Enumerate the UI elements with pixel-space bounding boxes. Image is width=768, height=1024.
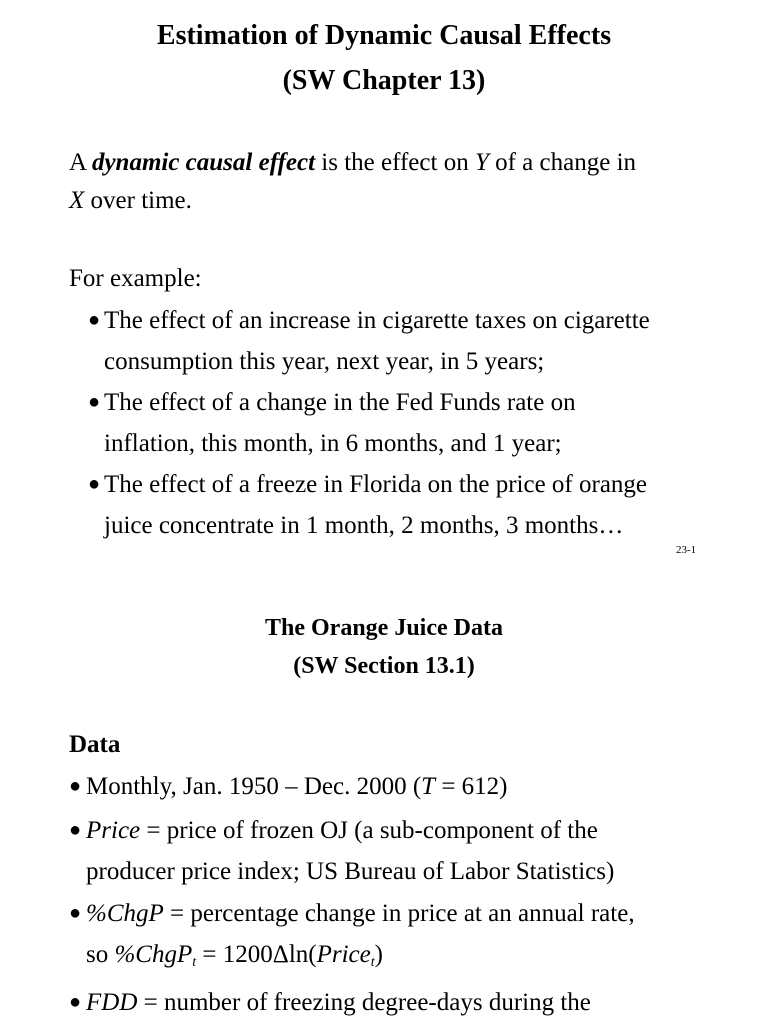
- list-item: ● The effect of a freeze in Florida on the price of orange juice concentrate in 1 month, 2 months, 3 months…: [88, 464, 647, 546]
- definition-paragraph: A dynamic causal effect is the effect on Y of a change in X over time.: [69, 149, 637, 214]
- bullet-icon: ●: [69, 819, 82, 841]
- slide1-subtitle: (SW Chapter 13): [282, 65, 486, 96]
- slide1-title: Estimation of Dynamic Causal Effects: [156, 20, 612, 51]
- section-heading-data: Data: [69, 731, 121, 758]
- bullet-icon: ●: [69, 902, 82, 924]
- bullet-icon: ●: [69, 991, 82, 1013]
- list-item: ● FDD = number of freezing degree-days during the: [69, 982, 591, 1023]
- term-dynamic-causal-effect: dynamic causal effect: [91, 149, 316, 176]
- slide2-title: The Orange Juice Data: [265, 615, 503, 641]
- list-item: ● The effect of a change in the Fed Funds rate on inflation, this month, in 6 months, and 1 year;: [88, 382, 576, 464]
- list-item: ● Price = price of frozen OJ (a sub-component of the producer price index; US Bureau of Labor Statistics): [69, 810, 614, 892]
- bullet-icon: ●: [69, 775, 82, 797]
- slide2-subtitle: (SW Section 13.1): [293, 653, 475, 679]
- list-item: ● Monthly, Jan. 1950 – Dec. 2000 (T = 612): [69, 766, 508, 807]
- bullet-icon: ●: [88, 309, 101, 331]
- bullet-icon: ●: [88, 391, 101, 413]
- example-label: For example:: [69, 265, 202, 292]
- list-item: ● The effect of an increase in cigarette taxes on cigarette consumption this year, next year, in 5 years;: [88, 300, 650, 382]
- bullet-icon: ●: [88, 473, 101, 495]
- list-item: ● %ChgP = percentage change in price at an annual rate, so %ChgP$_t$ = 1200Δln(Price$_t$): [69, 893, 635, 975]
- slide-number: 23-1: [676, 544, 697, 556]
